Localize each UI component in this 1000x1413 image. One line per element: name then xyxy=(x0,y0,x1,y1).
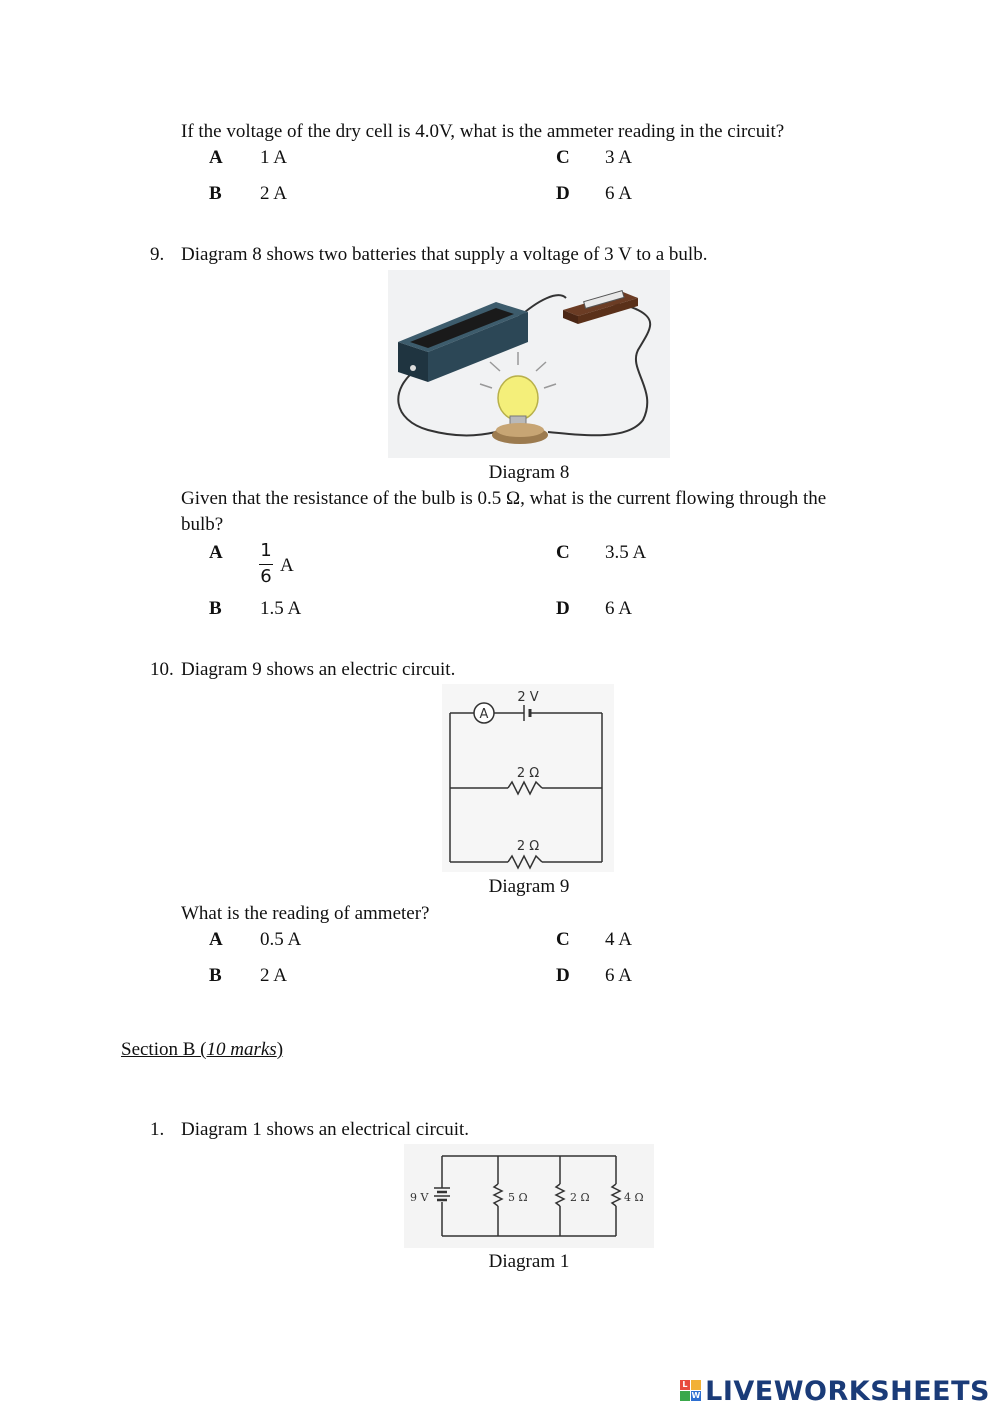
liveworksheets-mark-icon: L W xyxy=(680,1380,702,1402)
q10-option-a-letter[interactable]: A xyxy=(209,929,223,950)
b1-stem: Diagram 1 shows an electrical circuit. xyxy=(181,1119,470,1140)
diagram-1-r1-label: 5 Ω xyxy=(508,1191,528,1204)
diagram-1-r2-label: 2 Ω xyxy=(570,1191,590,1204)
q10-stem: Diagram 9 shows an electric circuit. xyxy=(181,659,456,680)
q8-option-a-text[interactable]: 1 A xyxy=(260,147,287,168)
diagram-8-battery-bulb-circuit xyxy=(388,270,670,458)
q10-option-c-letter[interactable]: C xyxy=(556,929,570,950)
q10-question: What is the reading of ammeter? xyxy=(181,903,430,924)
q10-option-a-text[interactable]: 0.5 A xyxy=(260,929,302,950)
section-b-heading: Section B (10 marks) xyxy=(121,1039,284,1060)
diagram-1-r3-label: 4 Ω xyxy=(624,1191,644,1204)
q8-option-c-text[interactable]: 3 A xyxy=(605,147,632,168)
q9-option-d-text[interactable]: 6 A xyxy=(605,598,632,619)
q9-number: 9. xyxy=(150,244,165,265)
ammeter-label: A xyxy=(479,707,489,722)
q9-option-a-letter[interactable]: A xyxy=(209,542,223,563)
diagram-9-r1-label: 2 Ω xyxy=(516,766,540,781)
q9-option-a-denominator[interactable]: 6 xyxy=(260,566,272,587)
q9-option-d-letter[interactable]: D xyxy=(556,598,570,619)
q8-option-c-letter[interactable]: C xyxy=(556,147,570,168)
diagram-9-caption: Diagram 9 xyxy=(488,876,570,897)
liveworksheets-wordmark: LIVEWORKSHEETS xyxy=(705,1376,990,1407)
q9-option-b-text[interactable]: 1.5 A xyxy=(260,598,302,619)
q10-option-c-text[interactable]: 4 A xyxy=(605,929,632,950)
q9-option-c-text[interactable]: 3.5 A xyxy=(605,542,647,563)
q10-option-d-letter[interactable]: D xyxy=(556,965,570,986)
q10-number: 10. xyxy=(150,659,174,680)
q8-option-b-letter[interactable]: B xyxy=(209,183,222,204)
q9-option-c-letter[interactable]: C xyxy=(556,542,570,563)
q8-option-d-letter[interactable]: D xyxy=(556,183,570,204)
q9-given-line1: Given that the resistance of the bulb is 0.5 Ω, what is the current flowing through the xyxy=(181,488,827,509)
q8-option-b-text[interactable]: 2 A xyxy=(260,183,287,204)
diagram-1-voltage-label: 9 V xyxy=(410,1191,429,1204)
q10-option-d-text[interactable]: 6 A xyxy=(605,965,632,986)
diagram-9-circuit xyxy=(442,684,614,872)
q10-option-b-letter[interactable]: B xyxy=(209,965,222,986)
diagram-9-r2-label: 2 Ω xyxy=(516,839,540,854)
q8-stem: If the voltage of the dry cell is 4.0V, what is the ammeter reading in the circuit? xyxy=(181,121,785,142)
q9-option-a-numerator[interactable]: 1 xyxy=(260,540,272,561)
q8-option-d-text[interactable]: 6 A xyxy=(605,183,632,204)
q9-option-b-letter[interactable]: B xyxy=(209,598,222,619)
liveworksheets-logo[interactable] xyxy=(680,1376,990,1407)
diagram-1-parallel-circuit xyxy=(404,1144,654,1248)
fraction-bar xyxy=(259,564,273,565)
q9-given-line2: bulb? xyxy=(181,514,224,535)
diagram-1-caption: Diagram 1 xyxy=(488,1251,570,1272)
q8-option-a-letter[interactable]: A xyxy=(209,147,223,168)
q10-option-b-text[interactable]: 2 A xyxy=(260,965,287,986)
diagram-8-caption: Diagram 8 xyxy=(488,462,570,483)
b1-number: 1. xyxy=(150,1119,165,1140)
q9-option-a-unit[interactable]: A xyxy=(280,555,294,576)
q9-stem: Diagram 8 shows two batteries that supply a voltage of 3 V to a bulb. xyxy=(181,244,708,265)
diagram-9-voltage-label: 2 V xyxy=(517,690,539,705)
